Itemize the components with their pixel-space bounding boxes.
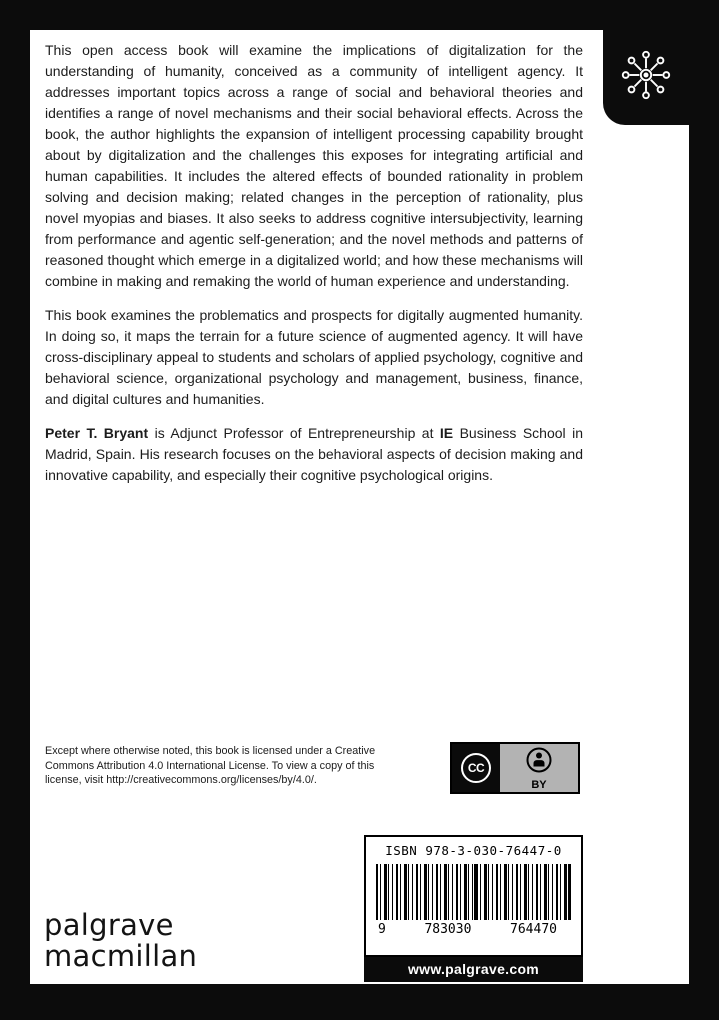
cc-by-label: BY: [531, 779, 547, 791]
author-bio-text-1: is Adjunct Professor of Entrepreneurship at: [148, 425, 440, 441]
barcode-icon: [376, 864, 571, 920]
barcode-panel: [364, 835, 583, 957]
barcode-digit-group: 783030: [424, 922, 472, 937]
cc-logo-section: [452, 744, 500, 792]
synopsis-paragraph-2: This book examines the problematics and prospects for digitally augmented humanity. In doing so, it maps the terrain for a future science of augmented agency. It will have cross-disciplinary appeal to students and scholars of applied psychology, cognitive and behavioral science, organizational psychology and management, business, finance, and digital cultures and humanities.: [45, 307, 583, 407]
author-name: Peter T. Bryant: [45, 425, 149, 441]
publisher-emblem: [603, 30, 689, 125]
barcode-block: [364, 835, 583, 982]
cc-by-badge: [450, 742, 580, 794]
synopsis-paragraph-1: This open access book will examine the implications of digitalization for the understanding of humanity, conceived as a community of intelligent agency. It addresses important topics across a range of social and behavioral theories and identifies a range of novel mechanisms and their social behavioral effects. Across the book, the author highlights the expansion of intelligent processing capability brought about by digitalization and the challenges this exposes for integrating artificial and human capabilities. It includes the altered effects of bounded rationality in problem solving and decision making; related changes in the perception of rationality, plus novel myopias and biases. It also seeks to address cognitive intersubjectivity, learning from performance and agentic self-generation; and the novel methods and patterns of reasoned thought which emerge in a digitalized world; and how these mechanisms will combine in making and remaking the world of human experience and understanding.: [45, 42, 583, 289]
synopsis-block: [45, 40, 583, 486]
cc-logo-icon: CC: [461, 753, 491, 783]
barcode-digits: [376, 920, 571, 937]
publisher-website: www.palgrave.com: [364, 957, 583, 982]
author-org: IE: [439, 425, 454, 441]
publisher-logo-line-1: palgrave: [44, 908, 174, 942]
isbn-label: ISBN 978-3-030-76447-0: [385, 843, 562, 858]
barcode-digit-group: 9: [378, 922, 386, 937]
license-notice: Except where otherwise noted, this book is licensed under a Creative Commons Attribution 4.0 International License. To view a copy of this license, visit http://creativecommons.org/licenses/by/4.0/.: [45, 745, 376, 787]
publisher-logo-line-2: macmillan: [44, 939, 198, 973]
person-attribution-icon: [526, 747, 552, 778]
network-asterisk-icon: [617, 46, 675, 109]
author-bio-text-2: Business School in Madrid, Spain. His research focuses on the behavioral aspects of decision making and innovative capability, and especially their cognitive psychological origins.: [45, 425, 583, 483]
barcode-digit-group: 764470: [510, 922, 557, 937]
author-bio: [45, 423, 583, 486]
publisher-logo: [44, 910, 197, 972]
cc-attribution-section: [500, 744, 578, 792]
